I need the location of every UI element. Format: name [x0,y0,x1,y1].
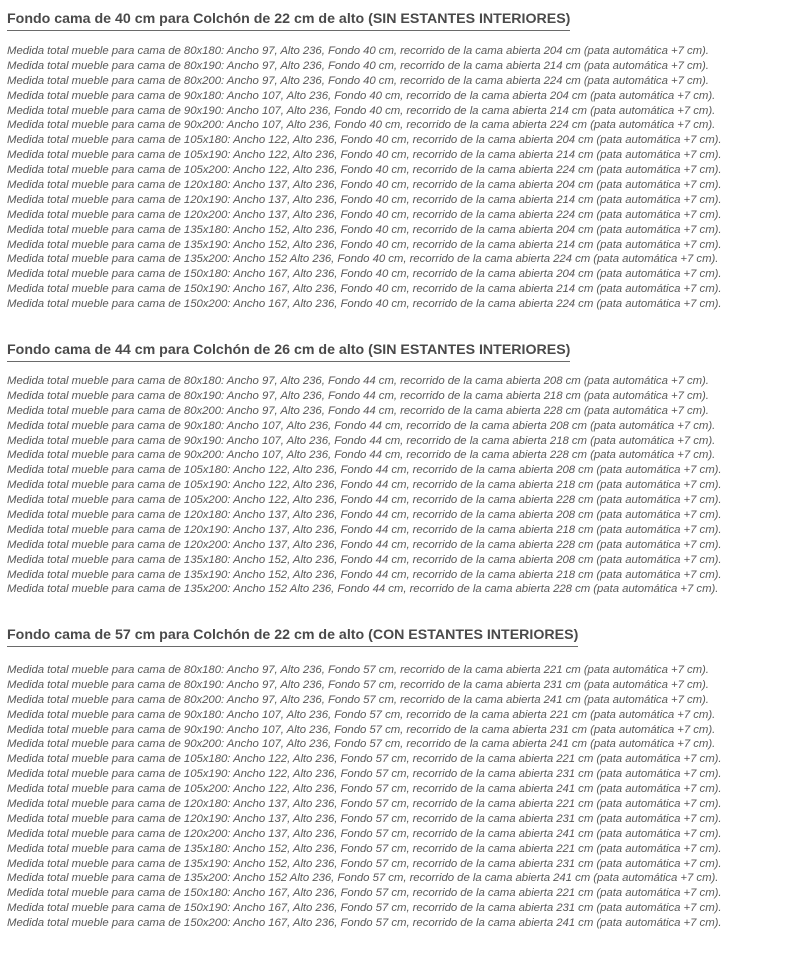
list-item: Medida total mueble para cama de 120x190: Ancho 137, Alto 236, Fondo 40 cm, recorrido de la cama abierta 214 cm (pata automática +7 cm). [7,193,722,206]
section-title: Fondo cama de 57 cm para Colchón de 22 cm de alto (CON ESTANTES INTERIORES) [7,624,578,647]
list-item: Medida total mueble para cama de 105x200: Ancho 122, Alto 236, Fondo 57 cm, recorrido de la cama abierta 241 cm (pata automática +7 cm). [7,783,722,796]
list-item: Medida total mueble para cama de 150x200: Ancho 167, Alto 236, Fondo 57 cm, recorrido de la cama abierta 241 cm (pata automática +7 cm). [7,917,722,930]
list-item: Medida total mueble para cama de 80x200: Ancho 97, Alto 236, Fondo 44 cm, recorrido de la cama abierta 228 cm (pata automática +7 cm). [7,404,709,417]
list-item: Medida total mueble para cama de 90x200: Ancho 107, Alto 236, Fondo 40 cm, recorrido de la cama abierta 224 cm (pata automática +7 cm). [7,119,716,132]
list-item: Medida total mueble para cama de 120x180: Ancho 137, Alto 236, Fondo 44 cm, recorrido de la cama abierta 208 cm (pata automática +7 cm). [7,509,722,522]
list-item: Medida total mueble para cama de 150x190: Ancho 167, Alto 236, Fondo 57 cm, recorrido de la cama abierta 231 cm (pata automática +7 cm). [7,902,722,915]
list-item: Medida total mueble para cama de 120x180: Ancho 137, Alto 236, Fondo 40 cm, recorrido de la cama abierta 204 cm (pata automática +7 cm). [7,179,722,192]
section-title: Fondo cama de 40 cm para Colchón de 22 cm de alto (SIN ESTANTES INTERIORES) [7,8,570,31]
section-fondo-57 [7,624,797,930]
list-item: Medida total mueble para cama de 90x200: Ancho 107, Alto 236, Fondo 44 cm, recorrido de la cama abierta 228 cm (pata automática +7 cm). [7,449,716,462]
list-item: Medida total mueble para cama de 90x200: Ancho 107, Alto 236, Fondo 57 cm, recorrido de la cama abierta 241 cm (pata automática +7 cm). [7,738,716,751]
list-item: Medida total mueble para cama de 135x200: Ancho 152 Alto 236, Fondo 57 cm, recorrido de la cama abierta 241 cm (pata automática +7 cm). [7,872,719,885]
list-item: Medida total mueble para cama de 80x200: Ancho 97, Alto 236, Fondo 57 cm, recorrido de la cama abierta 241 cm (pata automática +7 cm). [7,693,709,706]
list-item: Medida total mueble para cama de 135x190: Ancho 152, Alto 236, Fondo 40 cm, recorrido de la cama abierta 214 cm (pata automática +7 cm). [7,238,722,251]
list-item: Medida total mueble para cama de 105x180: Ancho 122, Alto 236, Fondo 44 cm, recorrido de la cama abierta 208 cm (pata automática +7 cm). [7,464,722,477]
dimensions-list [7,663,722,931]
list-item: Medida total mueble para cama de 80x180: Ancho 97, Alto 236, Fondo 44 cm, recorrido de la cama abierta 208 cm (pata automática +7 cm). [7,375,709,387]
list-item: Medida total mueble para cama de 150x200: Ancho 167, Alto 236, Fondo 40 cm, recorrido de la cama abierta 224 cm (pata automática +7 cm). [7,298,722,311]
list-item: Medida total mueble para cama de 90x180: Ancho 107, Alto 236, Fondo 40 cm, recorrido de la cama abierta 204 cm (pata automática +7 cm). [7,89,716,102]
section-title: Fondo cama de 44 cm para Colchón de 26 cm de alto (SIN ESTANTES INTERIORES) [7,339,570,362]
list-item: Medida total mueble para cama de 120x200: Ancho 137, Alto 236, Fondo 57 cm, recorrido de la cama abierta 241 cm (pata automática +7 cm). [7,827,722,840]
list-item: Medida total mueble para cama de 80x190: Ancho 97, Alto 236, Fondo 44 cm, recorrido de la cama abierta 218 cm (pata automática +7 cm). [7,389,709,402]
list-item: Medida total mueble para cama de 135x200: Ancho 152 Alto 236, Fondo 40 cm, recorrido de la cama abierta 224 cm (pata automática +7 cm). [7,253,719,266]
list-item: Medida total mueble para cama de 120x190: Ancho 137, Alto 236, Fondo 57 cm, recorrido de la cama abierta 231 cm (pata automática +7 cm). [7,812,722,825]
list-item: Medida total mueble para cama de 105x180: Ancho 122, Alto 236, Fondo 40 cm, recorrido de la cama abierta 204 cm (pata automática +7 cm). [7,134,722,147]
section-fondo-44 [7,339,797,596]
list-item: Medida total mueble para cama de 105x180: Ancho 122, Alto 236, Fondo 57 cm, recorrido de la cama abierta 221 cm (pata automática +7 cm). [7,753,722,766]
list-item: Medida total mueble para cama de 80x180: Ancho 97, Alto 236, Fondo 57 cm, recorrido de la cama abierta 221 cm (pata automática +7 cm). [7,664,709,676]
list-item: Medida total mueble para cama de 105x190: Ancho 122, Alto 236, Fondo 57 cm, recorrido de la cama abierta 231 cm (pata automática +7 cm). [7,768,722,781]
list-item: Medida total mueble para cama de 105x200: Ancho 122, Alto 236, Fondo 44 cm, recorrido de la cama abierta 228 cm (pata automática +7 cm). [7,494,722,507]
list-item: Medida total mueble para cama de 80x200: Ancho 97, Alto 236, Fondo 40 cm, recorrido de la cama abierta 224 cm (pata automática +7 cm). [7,74,709,87]
list-item: Medida total mueble para cama de 80x180: Ancho 97, Alto 236, Fondo 40 cm, recorrido de la cama abierta 204 cm (pata automática +7 cm). [7,45,709,57]
dimensions-list [7,374,722,597]
list-item: Medida total mueble para cama de 135x180: Ancho 152, Alto 236, Fondo 44 cm, recorrido de la cama abierta 208 cm (pata automática +7 cm). [7,553,722,566]
list-item: Medida total mueble para cama de 150x180: Ancho 167, Alto 236, Fondo 57 cm, recorrido de la cama abierta 221 cm (pata automática +7 cm). [7,887,722,900]
list-item: Medida total mueble para cama de 120x180: Ancho 137, Alto 236, Fondo 57 cm, recorrido de la cama abierta 221 cm (pata automática +7 cm). [7,798,722,811]
list-item: Medida total mueble para cama de 135x190: Ancho 152, Alto 236, Fondo 44 cm, recorrido de la cama abierta 218 cm (pata automática +7 cm). [7,568,722,581]
list-item: Medida total mueble para cama de 135x200: Ancho 152 Alto 236, Fondo 44 cm, recorrido de la cama abierta 228 cm (pata automática +7 cm). [7,583,719,596]
list-item: Medida total mueble para cama de 120x200: Ancho 137, Alto 236, Fondo 44 cm, recorrido de la cama abierta 228 cm (pata automática +7 cm). [7,538,722,551]
list-item: Medida total mueble para cama de 90x180: Ancho 107, Alto 236, Fondo 44 cm, recorrido de la cama abierta 208 cm (pata automática +7 cm). [7,419,716,432]
list-item: Medida total mueble para cama de 80x190: Ancho 97, Alto 236, Fondo 40 cm, recorrido de la cama abierta 214 cm (pata automática +7 cm). [7,59,709,72]
list-item: Medida total mueble para cama de 90x190: Ancho 107, Alto 236, Fondo 44 cm, recorrido de la cama abierta 218 cm (pata automática +7 cm). [7,434,716,447]
list-item: Medida total mueble para cama de 105x190: Ancho 122, Alto 236, Fondo 44 cm, recorrido de la cama abierta 218 cm (pata automática +7 cm). [7,479,722,492]
list-item: Medida total mueble para cama de 150x190: Ancho 167, Alto 236, Fondo 40 cm, recorrido de la cama abierta 214 cm (pata automática +7 cm). [7,283,722,296]
list-item: Medida total mueble para cama de 120x190: Ancho 137, Alto 236, Fondo 44 cm, recorrido de la cama abierta 218 cm (pata automática +7 cm). [7,523,722,536]
section-fondo-40 [7,8,797,311]
list-item: Medida total mueble para cama de 135x190: Ancho 152, Alto 236, Fondo 57 cm, recorrido de la cama abierta 231 cm (pata automática +7 cm). [7,857,722,870]
list-item: Medida total mueble para cama de 90x180: Ancho 107, Alto 236, Fondo 57 cm, recorrido de la cama abierta 221 cm (pata automática +7 cm). [7,708,716,721]
dimensions-list [7,44,722,312]
list-item: Medida total mueble para cama de 105x190: Ancho 122, Alto 236, Fondo 40 cm, recorrido de la cama abierta 214 cm (pata automática +7 cm). [7,149,722,162]
list-item: Medida total mueble para cama de 90x190: Ancho 107, Alto 236, Fondo 40 cm, recorrido de la cama abierta 214 cm (pata automática +7 cm). [7,104,716,117]
list-item: Medida total mueble para cama de 135x180: Ancho 152, Alto 236, Fondo 40 cm, recorrido de la cama abierta 204 cm (pata automática +7 cm). [7,223,722,236]
list-item: Medida total mueble para cama de 135x180: Ancho 152, Alto 236, Fondo 57 cm, recorrido de la cama abierta 221 cm (pata automática +7 cm). [7,842,722,855]
list-item: Medida total mueble para cama de 105x200: Ancho 122, Alto 236, Fondo 40 cm, recorrido de la cama abierta 224 cm (pata automática +7 cm). [7,164,722,177]
list-item: Medida total mueble para cama de 150x180: Ancho 167, Alto 236, Fondo 40 cm, recorrido de la cama abierta 204 cm (pata automática +7 cm). [7,268,722,281]
list-item: Medida total mueble para cama de 80x190: Ancho 97, Alto 236, Fondo 57 cm, recorrido de la cama abierta 231 cm (pata automática +7 cm). [7,678,709,691]
list-item: Medida total mueble para cama de 90x190: Ancho 107, Alto 236, Fondo 57 cm, recorrido de la cama abierta 231 cm (pata automática +7 cm). [7,723,716,736]
list-item: Medida total mueble para cama de 120x200: Ancho 137, Alto 236, Fondo 40 cm, recorrido de la cama abierta 224 cm (pata automática +7 cm). [7,208,722,221]
